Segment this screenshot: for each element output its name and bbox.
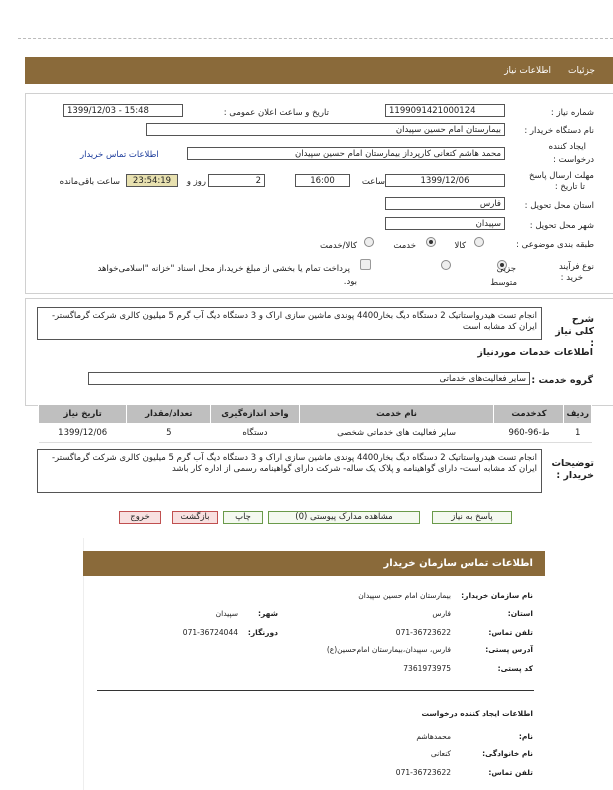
tab-bar [25, 57, 613, 84]
cell-quantity: 5 [127, 424, 211, 443]
deadline-date-field[interactable]: 1399/12/06 [385, 174, 505, 187]
days-label: روز و [186, 177, 206, 187]
buyer-org-field[interactable]: بیمارستان امام حسین سپیدان [146, 123, 505, 136]
process-partial-label: جزیی [496, 264, 516, 274]
creator-first-name-label: نام: [518, 732, 533, 741]
buyer-org-label: نام دستگاه خریدار : [524, 126, 594, 136]
contact-postal: 7361973975 [403, 664, 451, 673]
services-heading: اطلاعات خدمات موردنیاز [477, 347, 593, 358]
need-number-label: شماره نیاز : [550, 108, 594, 118]
col-unit: واحد اندازه‌گیری [211, 405, 299, 424]
service-group-field[interactable]: سایر فعالیت‌های خدماتی [88, 372, 530, 385]
province-field[interactable]: فارس [385, 197, 505, 210]
contact-divider [97, 690, 534, 691]
creator-label-2: درخواست : [553, 155, 594, 165]
category-goods-service-label: کالا/خدمت [320, 241, 357, 251]
announce-field[interactable]: 1399/12/03 - 15:48 [63, 104, 183, 117]
contact-banner [83, 551, 545, 576]
col-quantity: تعداد/مقدار [127, 405, 211, 424]
process-label-1: نوع فرآیند [558, 262, 594, 272]
table-row [39, 424, 592, 443]
payment-note-1: پرداخت تمام یا بخشی از مبلغ خرید،از محل اسناد "خزانه "اسلامی‌خواهد [97, 264, 350, 274]
print-button[interactable]: چاپ [223, 511, 263, 524]
service-group-label: گروه خدمت : [531, 375, 593, 386]
cell-service-code: ط-96-960 [494, 424, 564, 443]
category-goods-service-radio[interactable] [364, 237, 374, 247]
contact-phone: 071-36723622 [395, 628, 451, 637]
col-service-name: نام خدمت [299, 405, 494, 424]
reply-button[interactable]: پاسخ به نیاز [432, 511, 512, 524]
contact-province: فارس [432, 609, 451, 618]
contact-city-label: شهر: [258, 609, 278, 618]
category-goods-radio[interactable] [474, 237, 484, 247]
category-service-radio[interactable] [426, 237, 436, 247]
exit-button[interactable]: خروج [119, 511, 161, 524]
contact-city: سپیدان [215, 609, 238, 618]
contact-postal-label: کد پستی: [497, 664, 533, 673]
days-field[interactable]: 2 [208, 174, 265, 187]
attachments-button[interactable]: مشاهده مدارک پیوستی (0) [268, 511, 420, 524]
treasury-payment-checkbox[interactable] [360, 259, 371, 270]
contact-fax-label: دورنگار: [247, 628, 278, 637]
col-service-code: کدخدمت [494, 405, 564, 424]
deadline-time-field[interactable]: 16:00 [295, 174, 350, 187]
category-service-label: خدمت [393, 241, 416, 251]
buyer-contact-link[interactable]: اطلاعات تماس خریدار [80, 150, 159, 160]
remaining-label: ساعت باقی‌مانده [59, 177, 120, 187]
contact-buyer-name: بیمارستان امام حسین سپیدان [358, 591, 451, 600]
summary-label: شرح کلی نیاز : [555, 314, 594, 349]
creator-phone: 071-36723622 [395, 768, 451, 777]
contact-banner-title: اطلاعات تماس سازمان خریدار [383, 558, 533, 569]
contact-address: فارس، سپیدان،بیمارستان امام‌حسین(ع) [326, 645, 451, 654]
need-number-field[interactable]: 1199091421000124 [385, 104, 505, 117]
tab-details[interactable]: جزئیات [568, 66, 595, 76]
city-field[interactable]: سپیدان [385, 217, 505, 230]
remaining-timer: 23:54:19 [126, 174, 178, 187]
creator-label-1: ایجاد کننده [548, 142, 586, 152]
contact-phone-label: تلفن تماس: [488, 628, 533, 637]
cell-row: 1 [564, 424, 592, 443]
process-label-2: خرید : [560, 273, 583, 283]
creator-last-name: کنعانی [430, 749, 451, 758]
table-header-row [39, 405, 592, 424]
summary-text: انجام تست هیدرواستاتیک 2 دستگاه دیگ بخار4400 پوندی ماشین سازی اراک و 3 دستگاه دیگ آب گرم 5 میلیون کالری شرکت گرماگستر- ایران کد مشابه است [37, 307, 542, 340]
creator-first-name: محمدهاشم [416, 732, 451, 741]
contact-buyer-name-label: نام سازمان خریدار: [461, 591, 533, 600]
cell-service-name: سایر فعالیت های خدماتی شخصی [299, 424, 494, 443]
back-button[interactable]: بازگشت [172, 511, 218, 524]
category-label: طبقه بندی موضوعی : [516, 240, 594, 250]
top-divider [18, 38, 613, 39]
cell-unit: دستگاه [211, 424, 299, 443]
creator-field[interactable]: محمد هاشم کتعانی کارپرداز بیمارستان امام حسین سپیدان [187, 147, 505, 160]
payment-note-2: بود. [343, 277, 357, 287]
deadline-label-2: تا تاریخ : [554, 182, 585, 192]
buyer-notes-label: توضیحات خریدار : [551, 458, 594, 481]
creator-heading: اطلاعات ایجاد کننده درخواست [421, 709, 533, 718]
buyer-notes-text: انجام تست هیدرواستاتیک 2 دستگاه دیگ بخار4400 پوندی ماشین سازی اراک و 3 دستگاه دیگ آب گرم 5 میلیون کالری شرکت گرماگستر- ایران کد مشابه است- دارای گواهینامه و پلاک یک ساله- شرکت دارای گواهینامه رسمی از اداره کار باشد [37, 449, 542, 493]
category-goods-label: کالا [454, 241, 466, 251]
announce-label: تاریخ و ساعت اعلان عمومی : [223, 108, 329, 118]
contact-fax: 071-36724044 [182, 628, 238, 637]
col-need-date: تاریخ نیاز [39, 405, 127, 424]
creator-last-name-label: نام خانوادگی: [482, 749, 533, 758]
deadline-time-label: ساعت [361, 177, 385, 187]
contact-address-label: آدرس پستی: [485, 645, 533, 654]
creator-phone-label: تلفن تماس: [488, 768, 533, 777]
cell-need-date: 1399/12/06 [39, 424, 127, 443]
city-label: شهر محل تحویل : [529, 221, 594, 231]
process-medium-label: متوسط [490, 278, 517, 288]
items-table [38, 404, 592, 443]
process-medium-radio[interactable] [441, 260, 451, 270]
deadline-label-1: مهلت ارسال پاسخ [529, 171, 594, 181]
col-row: ردیف [564, 405, 592, 424]
contact-province-label: استان: [507, 609, 533, 618]
province-label: استان محل تحویل : [524, 201, 594, 211]
tab-need-info[interactable]: اطلاعات نیاز [504, 66, 551, 76]
